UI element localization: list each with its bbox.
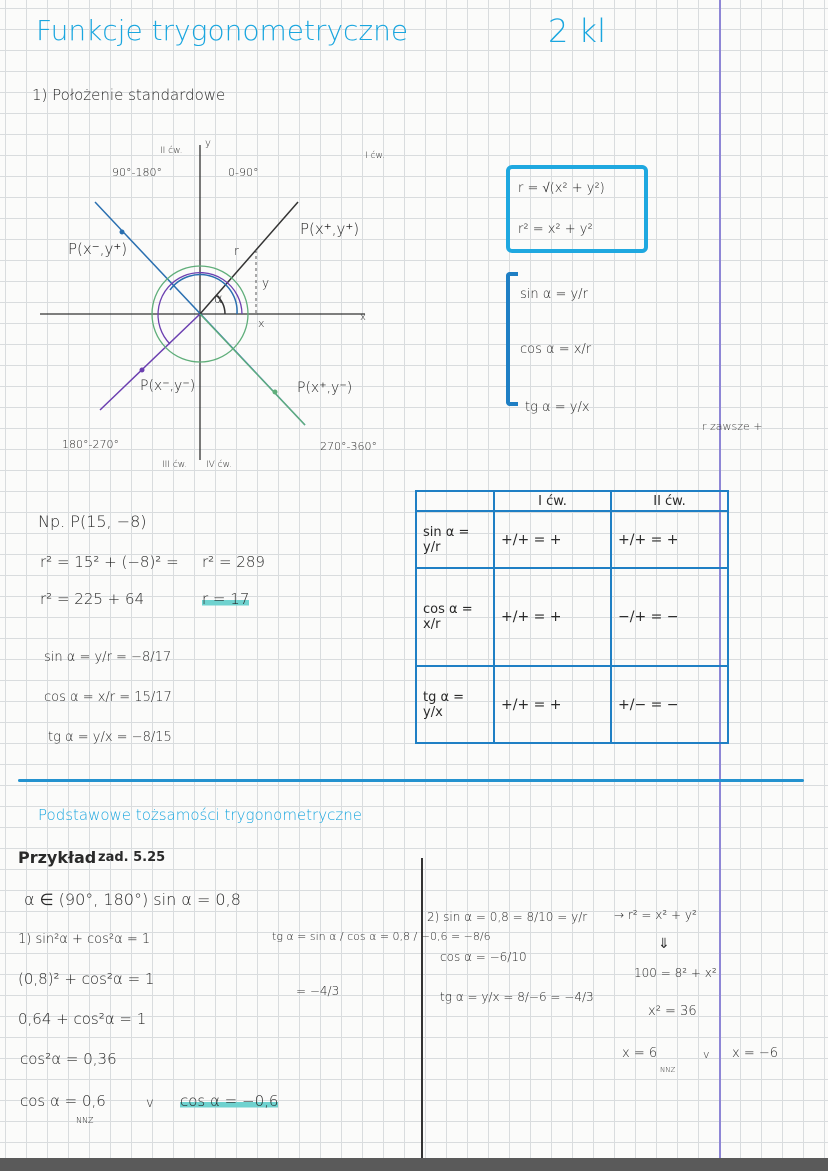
step: x = 6 [622, 1046, 658, 1061]
or-symbol: v [703, 1048, 710, 1061]
table-row [416, 666, 728, 743]
point-label: P(x⁻,y⁺) [68, 240, 128, 258]
nnz-note: NNZ [76, 1116, 94, 1125]
quadrant-label: II ćw. [160, 146, 183, 156]
cell: +/− = − [611, 666, 728, 743]
point-label: P(x⁻,y⁻) [140, 378, 196, 394]
example-line: r² = 289 [202, 553, 265, 571]
step: (0,8)² + cos²α = 1 [18, 970, 155, 988]
task-given: α ∈ (90°, 180°) sin α = 0,8 [24, 890, 241, 909]
formula-sin: sin α = y/r [520, 287, 588, 302]
example-point: Np. P(15, −8) [38, 512, 147, 531]
axis-label: y [205, 138, 211, 149]
step: 1) sin²α + cos²α = 1 [18, 932, 151, 947]
cell: +/+ = + [611, 511, 728, 568]
page-edge [0, 1158, 828, 1171]
example-cos: cos α = x/r = 15/17 [44, 690, 172, 705]
example-tg: tg α = y/x = −8/15 [48, 730, 172, 745]
nnz-note: NNZ [660, 1066, 676, 1074]
header-q1: I ćw. [494, 491, 611, 511]
header-q2: II ćw. [611, 491, 728, 511]
range-label: 180°-270° [62, 438, 119, 451]
example-line: r² = 225 + 64 [40, 590, 145, 608]
tg-step: tg α = sin α / cos α = 0,8 / −0,6 = −8/6 [272, 930, 491, 943]
formula-r: r = √(x² + y²) [518, 181, 605, 196]
quadrant-label: I ćw. [365, 151, 385, 161]
ray-q4 [200, 314, 305, 425]
x-label: x [258, 317, 265, 330]
example-line: r² = 15² + (−8)² = [40, 553, 179, 571]
formula-r2: r² = x² + y² [518, 222, 593, 237]
formula-bracket [506, 272, 518, 406]
point-label: P(x⁺,y⁺) [300, 220, 360, 238]
standard-position-diagram [30, 140, 390, 470]
point-label: P(x⁺,y⁻) [297, 380, 353, 396]
radius-formula-box [506, 165, 648, 253]
cell: +/+ = + [494, 568, 611, 666]
step: cos α = −6/10 [440, 950, 527, 964]
table-row [416, 511, 728, 568]
section-heading: Podstawowe tożsamości trygonometryczne [38, 806, 362, 824]
quadrant-label: IV ćw. [206, 460, 233, 470]
class-label: 2 kl [548, 12, 606, 50]
step: 100 = 8² + x² [634, 966, 717, 980]
page-title: Funkcje trygonometryczne [36, 14, 409, 47]
task-ref: zad. 5.25 [98, 850, 166, 865]
cell: +/+ = + [494, 666, 611, 743]
step: 2) sin α = 0,8 = 8/10 = y/r [427, 910, 588, 924]
quadrant-label: III ćw. [162, 460, 188, 470]
cell: −/+ = − [611, 568, 728, 666]
step: x = −6 [732, 1046, 779, 1061]
step-result: cos α = −0,6 [180, 1092, 279, 1110]
formula-tg: tg α = y/x [525, 400, 590, 415]
range-label: 270°-360° [320, 440, 377, 453]
angle-arc-q2 [170, 275, 237, 314]
range-label: 0-90° [228, 166, 259, 179]
cell: +/+ = + [494, 511, 611, 568]
column-divider [421, 858, 423, 1158]
or-symbol: v [146, 1096, 154, 1111]
step: x² = 36 [648, 1004, 697, 1019]
axis-label: x [360, 312, 366, 323]
row-label: sin α = y/r [416, 511, 494, 568]
ray-q3 [100, 314, 200, 410]
arrow: ⇓ [658, 936, 670, 952]
step: → r² = x² + y² [614, 908, 697, 922]
row-label: cos α = x/r [416, 568, 494, 666]
sign-table [415, 490, 729, 744]
formula-cos: cos α = x/r [520, 342, 592, 357]
range-label: 90°-180° [112, 166, 162, 179]
row-label: tg α = y/x [416, 666, 494, 743]
alpha-label: α [214, 292, 223, 307]
step: cos²α = 0,36 [20, 1050, 117, 1068]
table-row [416, 568, 728, 666]
note-r-positive: r zawsze + [702, 420, 763, 433]
step: tg α = y/x = 8/−6 = −4/3 [440, 990, 594, 1004]
step: cos α = 0,6 [20, 1092, 106, 1110]
example-result: r = 17 [202, 590, 250, 608]
step: 0,64 + cos²α = 1 [18, 1010, 147, 1028]
example-sin: sin α = y/r = −8/17 [44, 650, 172, 665]
section-heading: 1) Położenie standardowe [32, 86, 226, 104]
tg-step: = −4/3 [296, 984, 340, 998]
example-heading: Przykład [18, 848, 97, 867]
section-divider [18, 779, 804, 782]
r-label: r [234, 244, 239, 258]
y-label: y [262, 276, 270, 290]
